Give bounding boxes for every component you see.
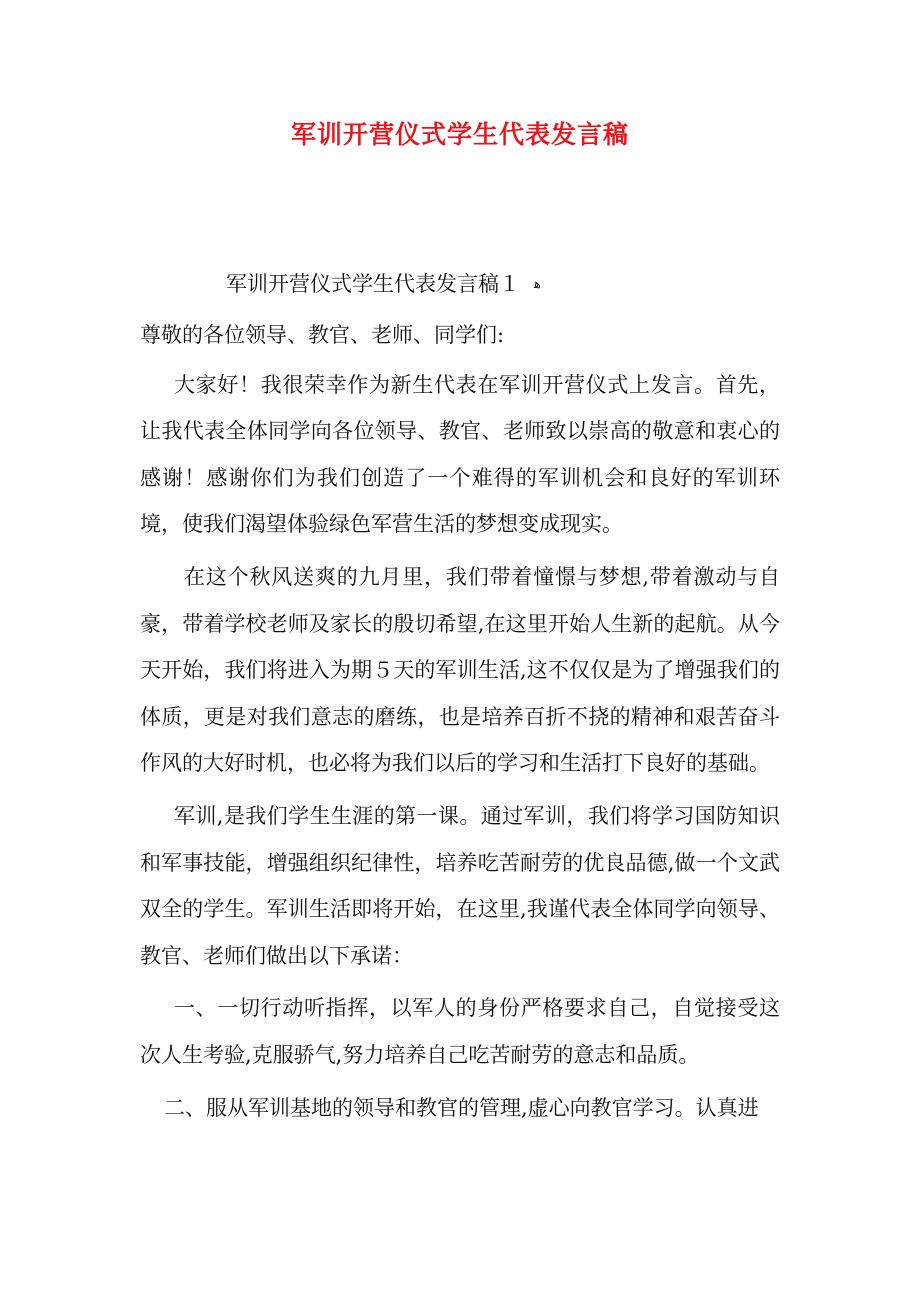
paragraph-first-lesson: 军训,是我们学生生涯的第一课。通过军训，我们将学习国防知识和军事技能，增强组织纪律性，培养吃苦耐劳的优良品德,做一个文武双全的学生。军训生活即将开始，在这里,我谨代表全体同学向领导、教官、老师们做出以下承诺：: [140, 803, 780, 968]
section-heading-text: 军训开营仪式学生代表发言稿１: [226, 272, 520, 296]
document-title: 军训开营仪式学生代表发言稿: [290, 120, 629, 149]
paragraph-pledge-one: 一、一切行动听指挥，以军人的身份严格要求自己，自觉接受这次人生考验,克服骄气,努力培养自己吃苦耐劳的意志和品质。: [140, 996, 780, 1067]
speech-body: [140, 312, 780, 1131]
stray-mark: ﻫ: [534, 277, 541, 292]
paragraph-pledge-two: 二、服从军训基地的领导和教官的管理,虚心向教官学习。认真进: [164, 1095, 759, 1120]
paragraph-greeting: 大家好！我很荣幸作为新生代表在军训开营仪式上发言。首先，让我代表全体同学向各位领导、教官、老师致以崇高的敬意和衷心的感谢！感谢你们为我们创造了一个难得的军训机会和良好的军训环境，使我们渴望体验绿色军营生活的梦想变成现实。: [140, 372, 780, 537]
section-heading: [226, 268, 541, 301]
salutation: 尊敬的各位领导、教官、老师、同学们:: [140, 323, 505, 347]
paragraph-september: 在这个秋风送爽的九月里，我们带着憧憬与梦想,带着激动与自豪，带着学校老师及家长的殷切希望,在这里开始人生新的起航。从今天开始，我们将进入为期５天的军训生活,这不仅仅是为了增强我们的体质，更是对我们意志的磨练，也是培养百折不挠的精神和艰苦奋斗作风的大好时机，也必将为我们以后的学习和生活打下良好的基础。: [140, 564, 780, 776]
